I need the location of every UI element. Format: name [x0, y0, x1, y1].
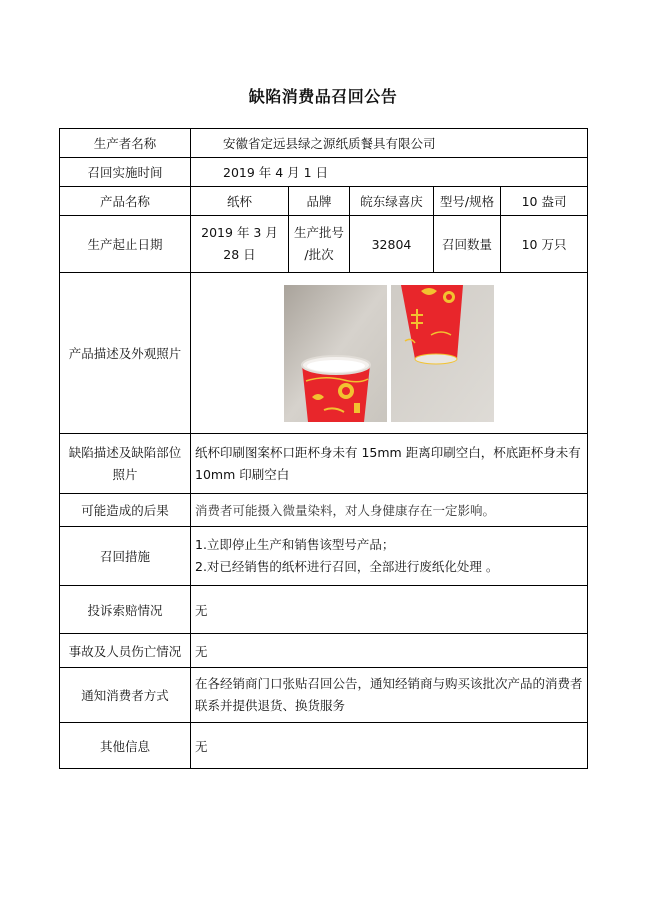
cup-photo-side — [391, 285, 494, 422]
defect-label — [60, 434, 191, 494]
recall-date-value: 2019 年 4 月 1 日 — [191, 158, 588, 187]
row-measures — [60, 527, 588, 586]
defect-value: 纸杯印刷图案杯口距杯身未有 15mm 距离印刷空白，杯底距杯身未有 10mm 印刷空白 — [191, 434, 588, 494]
product-name-label: 产品名称 — [60, 187, 191, 216]
batch-value: 32804 — [350, 216, 434, 273]
page-title: 缺陷消费品召回公告 — [248, 87, 398, 106]
notify-value: 在各经销商门口张贴召回公告，通知经销商与购买该批次产品的消费者联系并提供退货、换货服务 — [191, 668, 588, 723]
accidents-label: 事故及人员伤亡情况 — [60, 634, 191, 668]
photos-cell — [191, 273, 588, 434]
row-producer — [60, 129, 588, 158]
batch-label-line1: 生产批号 — [293, 225, 344, 240]
other-label: 其他信息 — [60, 723, 191, 769]
row-consequence — [60, 494, 588, 527]
defect-label-line1: 缺陷描述及缺陷部位 — [68, 444, 182, 460]
row-photos — [60, 273, 588, 434]
brand-value: 皖东绿喜庆 — [350, 187, 434, 216]
complaints-value: 无 — [191, 586, 588, 634]
cup-photo-front — [284, 285, 387, 422]
quantity-label: 召回数量 — [434, 216, 501, 273]
complaints-label: 投诉索赔情况 — [60, 586, 191, 634]
production-date-label: 生产起止日期 — [60, 216, 191, 273]
recall-date-label: 召回实施时间 — [60, 158, 191, 187]
consequence-value: 消费者可能摄入微量染料，对人身健康存在一定影响。 — [191, 494, 588, 527]
notify-label: 通知消费者方式 — [60, 668, 191, 723]
production-date-line2: 28 日 — [223, 247, 256, 262]
producer-value: 安徽省定远县绿之源纸质餐具有限公司 — [191, 129, 588, 158]
production-date-value — [191, 216, 289, 273]
quantity-value: 10 万只 — [501, 216, 588, 273]
defect-label-line2: 照片 — [112, 466, 138, 482]
accidents-value: 无 — [191, 634, 588, 668]
row-other — [60, 723, 588, 769]
row-notify — [60, 668, 588, 723]
model-label: 型号/规格 — [434, 187, 501, 216]
measures-label: 召回措施 — [60, 527, 191, 586]
photos-label: 产品描述及外观照片 — [60, 273, 191, 434]
batch-label-line2: /批次 — [304, 247, 334, 262]
row-accidents — [60, 634, 588, 668]
measures-value — [191, 527, 588, 586]
other-value: 无 — [191, 723, 588, 769]
model-value: 10 盎司 — [501, 187, 588, 216]
batch-label — [289, 216, 350, 273]
product-name-value: 纸杯 — [191, 187, 289, 216]
measures-line2: 2.对已经销售的纸杯进行召回，全部进行废纸化处理 。 — [195, 559, 499, 574]
row-production — [60, 216, 588, 273]
row-product — [60, 187, 588, 216]
consequence-label: 可能造成的后果 — [60, 494, 191, 527]
row-defect — [60, 434, 588, 494]
recall-table — [59, 128, 588, 769]
production-date-line1: 2019 年 3 月 — [201, 225, 278, 240]
row-complaints — [60, 586, 588, 634]
measures-line1: 1.立即停止生产和销售该型号产品； — [195, 537, 395, 552]
brand-label: 品牌 — [289, 187, 350, 216]
producer-label: 生产者名称 — [60, 129, 191, 158]
row-recall-date — [60, 158, 588, 187]
